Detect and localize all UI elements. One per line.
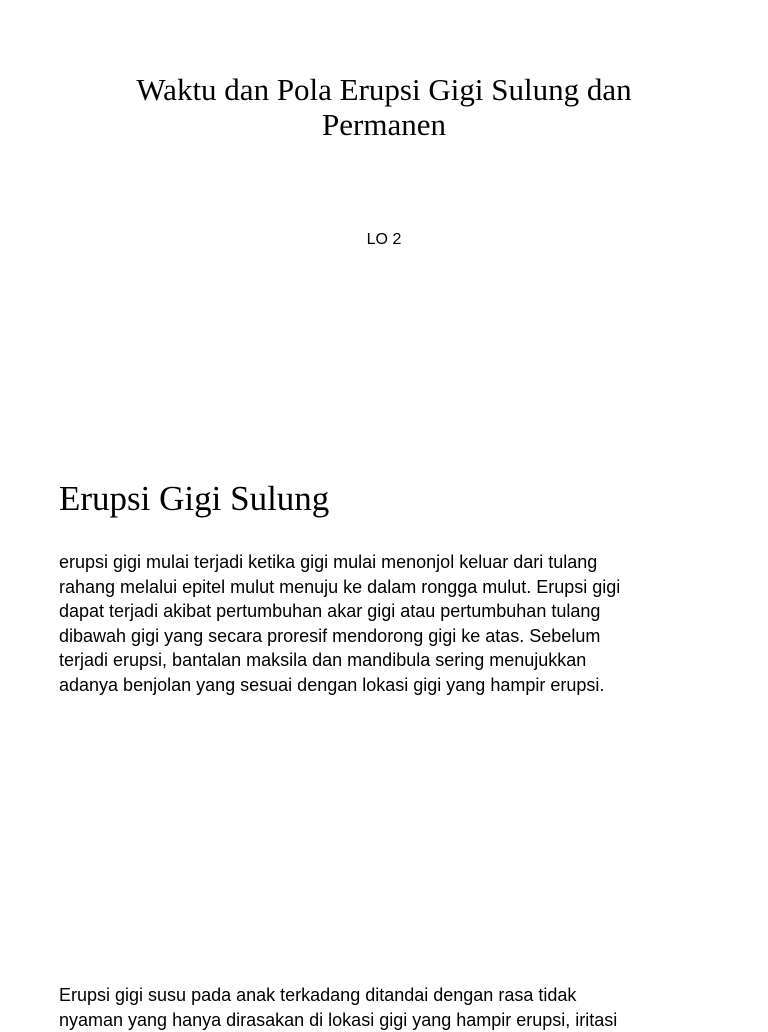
paragraph-line: erupsi gigi mulai terjadi ketika gigi mulai menonjol keluar dari tulang bbox=[59, 550, 719, 575]
document-subtitle: LO 2 bbox=[0, 229, 768, 251]
paragraph-line: rahang melalui epitel mulut menuju ke dalam rongga mulut. Erupsi gigi bbox=[59, 575, 719, 600]
paragraph-line: dapat terjadi akibat pertumbuhan akar gigi atau pertumbuhan tulang bbox=[59, 599, 719, 624]
paragraph-line: adanya benjolan yang sesuai dengan lokasi gigi yang hampir erupsi. bbox=[59, 673, 719, 698]
section-heading: Erupsi Gigi Sulung bbox=[59, 477, 329, 521]
document-title: Waktu dan Pola Erupsi Gigi Sulung dan Permanen bbox=[84, 72, 684, 142]
paragraph-line: terjadi erupsi, bantalan maksila dan mandibula sering menujukkan bbox=[59, 648, 719, 673]
paragraph-1 bbox=[59, 550, 719, 697]
paragraph-line: nyaman yang hanya dirasakan di lokasi gigi yang hampir erupsi, iritasi bbox=[59, 1008, 719, 1032]
paragraph-line: Erupsi gigi susu pada anak terkadang ditandai dengan rasa tidak bbox=[59, 983, 719, 1008]
paragraph-2 bbox=[59, 983, 719, 1032]
paragraph-line: dibawah gigi yang secara proresif mendorong gigi ke atas. Sebelum bbox=[59, 624, 719, 649]
